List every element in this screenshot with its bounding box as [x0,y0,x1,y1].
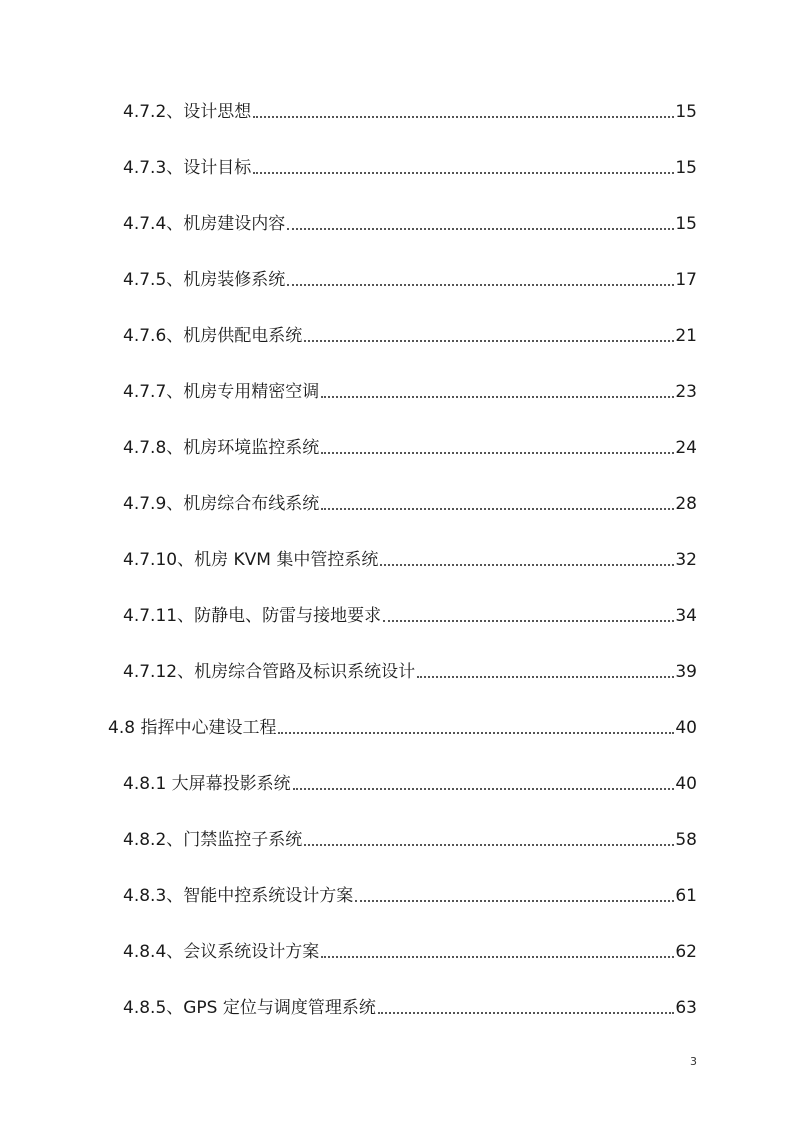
toc-entry-title: 4.7.6、机房供配电系统 [123,326,303,346]
toc-entry-page: 40 [675,774,697,794]
toc-entry-page: 15 [675,158,697,178]
toc-leader-dots [378,1012,674,1014]
toc-entry-title: 4.8.4、会议系统设计方案 [123,942,320,962]
toc-leader-dots [417,676,674,678]
toc-entry-page: 15 [675,102,697,122]
toc-entry[interactable] [123,989,697,1021]
toc-entry[interactable] [123,373,697,405]
toc-entry-page: 24 [675,438,697,458]
toc-leader-dots [253,172,674,174]
toc-entry[interactable] [123,821,697,853]
toc-entry-page: 17 [675,270,697,290]
toc-leader-dots [293,788,675,790]
toc-entry-title: 4.8.1 大屏幕投影系统 [123,774,291,794]
toc-entry-page: 21 [675,326,697,346]
toc-entry-title: 4.8.2、门禁监控子系统 [123,830,303,850]
toc-entry[interactable] [123,541,697,573]
toc-entry-title: 4.7.9、机房综合布线系统 [123,494,320,514]
toc-leader-dots [304,844,674,846]
toc-entry-title: 4.7.8、机房环境监控系统 [123,438,320,458]
toc-entry-page: 34 [675,606,697,626]
toc-entry-title: 4.7.10、机房 KVM 集中管控系统 [123,550,379,570]
toc-entry-title: 4.8.5、GPS 定位与调度管理系统 [123,998,376,1018]
toc-entry-page: 15 [675,214,697,234]
toc-entry-title: 4.7.7、机房专用精密空调 [123,382,320,402]
toc-entry-page: 61 [675,886,697,906]
toc-entry[interactable] [123,429,697,461]
toc-entry[interactable] [108,709,697,741]
toc-entry[interactable] [123,261,697,293]
toc-entry[interactable] [123,653,697,685]
toc-leader-dots [355,900,674,902]
toc-entry-title: 4.8.3、智能中控系统设计方案 [123,886,354,906]
toc-entry[interactable] [123,485,697,517]
toc-entry-page: 32 [675,550,697,570]
toc-entry-title: 4.8 指挥中心建设工程 [108,718,277,738]
toc-entry[interactable] [123,877,697,909]
toc-entry-page: 58 [675,830,697,850]
toc-entry[interactable] [123,765,697,797]
toc-entry-page: 39 [675,662,697,682]
toc-entry-page: 40 [675,718,697,738]
toc-entry-page: 62 [675,942,697,962]
toc-leader-dots [253,116,674,118]
toc-entry-page: 28 [675,494,697,514]
toc-leader-dots [321,956,674,958]
toc-leader-dots [287,228,674,230]
toc-entry[interactable] [123,597,697,629]
toc-leader-dots [287,284,674,286]
toc-entry[interactable] [123,149,697,181]
toc-entry-title: 4.7.2、设计思想 [123,102,252,122]
toc-entry-page: 63 [675,998,697,1018]
toc-leader-dots [383,620,674,622]
toc-leader-dots [304,340,674,342]
toc-leader-dots [321,452,674,454]
toc-entry[interactable] [123,933,697,965]
toc-leader-dots [321,508,674,510]
toc-entry-title: 4.7.4、机房建设内容 [123,214,286,234]
toc-entry-page: 23 [675,382,697,402]
toc-leader-dots [278,732,674,734]
toc-leader-dots [380,564,674,566]
toc-entry-title: 4.7.3、设计目标 [123,158,252,178]
toc-leader-dots [321,396,674,398]
toc-entry-title: 4.7.5、机房装修系统 [123,270,286,290]
toc-entry[interactable] [123,205,697,237]
toc-entry[interactable] [123,93,697,125]
page-number: 3 [690,1055,697,1068]
toc-entry[interactable] [123,317,697,349]
toc-entry-title: 4.7.12、机房综合管路及标识系统设计 [123,662,416,682]
toc-entry-title: 4.7.11、防静电、防雷与接地要求 [123,606,382,626]
